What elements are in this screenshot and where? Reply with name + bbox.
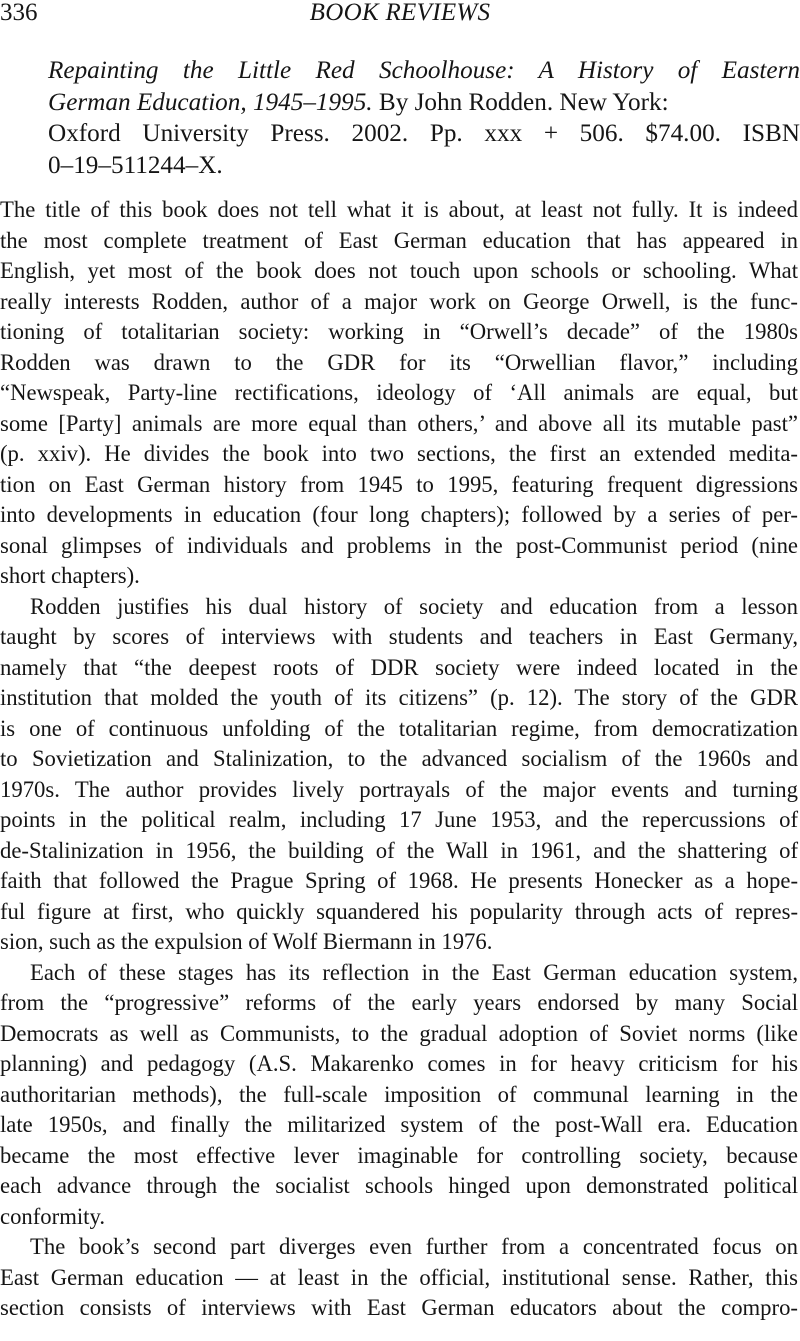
- text-line: East German education — at least in the official, institutional sense. Rather, this: [0, 1264, 798, 1290]
- text-line: Each of these stages has its reflection in the East German education system,: [30, 959, 798, 985]
- text-line: ful figure at first, who quickly squandered his popularity through acts of repres-: [0, 898, 798, 924]
- book-title-byline-line: [48, 87, 800, 119]
- text-line: Rodden justifies his dual history of society and education from a lesson: [30, 593, 798, 619]
- text-line: some [Party] animals are more equal than others,’ and above all its mutable past”: [0, 410, 798, 436]
- book-citation: [48, 55, 800, 181]
- book-title-line: Repainting the Little Red Schoolhouse: A History of Eastern: [48, 57, 800, 84]
- text-line: sonal glimpses of individuals and problems in the post-Communist period (nine: [0, 532, 798, 558]
- text-line: The book’s second part diverges even further from a concentrated focus on: [30, 1234, 798, 1259]
- text-line: points in the political realm, including 17 June 1953, and the repercussions of: [0, 807, 798, 832]
- paragraph-1: [0, 195, 798, 592]
- text-line: taught by scores of interviews with students and teachers in East Germany,: [0, 624, 798, 649]
- text-line: short chapters).: [0, 563, 140, 588]
- text-line: the most complete treatment of East German education that has appeared in: [0, 227, 798, 253]
- text-line: namely that “the deepest roots of DDR society were indeed located in the: [0, 654, 798, 680]
- text-line: Democrats as well as Communists, to the gradual adoption of Soviet norms (like: [0, 1020, 798, 1046]
- text-line: from the “progressive” reforms of the early years endorsed by many Social: [0, 990, 798, 1015]
- text-line: English, yet most of the book does not touch upon schools or schooling. What: [0, 258, 798, 283]
- page-number: 336: [0, 0, 38, 26]
- text-line: tioning of totalitarian society: working in “Orwell’s decade” of the 1980s: [0, 319, 798, 344]
- review-body: [0, 195, 798, 1324]
- book-title-line: German Education, 1945–1995.: [48, 88, 373, 116]
- paragraph-2: [0, 592, 798, 958]
- text-line: de-Stalinization in 1956, the building of the Wall in 1961, and the shattering of: [0, 837, 798, 863]
- text-line: “Newspeak, Party-line rectifications, ideology of ‘All animals are equal, but: [0, 380, 798, 405]
- text-line: is one of continuous unfolding of the totalitarian regime, from democratization: [0, 715, 798, 741]
- text-line: to Sovietization and Stalinization, to the advanced socialism of the 1960s and: [0, 746, 798, 771]
- text-line: sion, such as the expulsion of Wolf Biermann in 1976.: [0, 929, 493, 954]
- byline: By John Rodden. New York:: [372, 88, 669, 116]
- paragraph-3: [0, 958, 798, 1233]
- text-line: conformity.: [0, 1203, 106, 1229]
- text-line: institution that molded the youth of its citizens” (p. 12). The story of the GDR: [0, 685, 798, 710]
- text-line: 1970s. The author provides lively portrayals of the major events and turning: [0, 776, 798, 802]
- text-line: (p. xxiv). He divides the book into two sections, the first an extended medita-: [0, 441, 798, 466]
- section-title: BOOK REVIEWS: [309, 0, 491, 26]
- text-line: tion on East German history from 1945 to 1995, featuring frequent digressions: [0, 471, 798, 497]
- text-line: The title of this book does not tell what it is about, at least not fully. It is indeed: [0, 197, 798, 222]
- isbn-line: 0–19–511244–X.: [48, 151, 223, 179]
- text-line: authoritarian methods), the full-scale imposition of communal learning in the: [0, 1081, 798, 1107]
- text-line: late 1950s, and finally the militarized system of the post-Wall era. Education: [0, 1112, 798, 1137]
- paragraph-4: [0, 1232, 798, 1324]
- text-line: Rodden was drawn to the GDR for its “Orwellian flavor,” including: [0, 349, 798, 375]
- text-line: into developments in education (four long chapters); followed by a series of per-: [0, 502, 798, 527]
- publication-info-line: Oxford University Press. 2002. Pp. xxx + 506. $74.00. ISBN: [48, 120, 800, 148]
- text-line: each advance through the socialist schools hinged upon demonstrated political: [0, 1173, 798, 1198]
- text-line: became the most effective lever imaginable for controlling society, because: [0, 1142, 798, 1168]
- text-line: section consists of interviews with East German educators about the compro-: [0, 1295, 798, 1320]
- text-line: faith that followed the Prague Spring of 1968. He presents Honecker as a hope-: [0, 868, 798, 893]
- text-line: planning) and pedagogy (A.S. Makarenko comes in for heavy criticism for his: [0, 1051, 798, 1076]
- running-head: [0, 0, 800, 28]
- text-line: really interests Rodden, author of a major work on George Orwell, is the func-: [0, 288, 798, 314]
